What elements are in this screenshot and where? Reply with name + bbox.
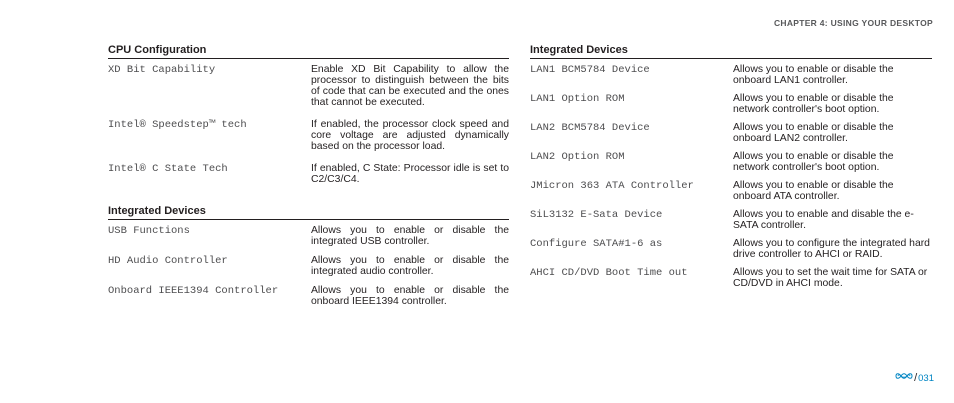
setting-row bbox=[108, 285, 509, 307]
setting-description: Allows you to set the wait time for SATA or CD/DVD in AHCI mode. bbox=[733, 267, 928, 289]
section-title: Integrated Devices bbox=[530, 44, 932, 59]
setting-row bbox=[530, 209, 932, 231]
section-cpu-configuration bbox=[108, 44, 509, 185]
setting-row bbox=[530, 64, 932, 86]
setting-row bbox=[530, 93, 932, 115]
setting-name: JMicron 363 ATA Controller bbox=[530, 180, 694, 192]
setting-name: AHCI CD/DVD Boot Time out bbox=[530, 267, 688, 279]
setting-name: Intel® Speedstep™ tech bbox=[108, 119, 247, 131]
setting-row bbox=[108, 255, 509, 277]
setting-description: Allows you to enable or disable the onboard LAN1 controller. bbox=[733, 64, 894, 86]
page-number-text: 031 bbox=[918, 373, 934, 384]
setting-description: Enable XD Bit Capability to allow the processor to distinguish between the bits of code that can be executed and the ones that cannot be executed. bbox=[311, 64, 509, 108]
right-column bbox=[530, 44, 932, 301]
setting-description: Allows you to enable or disable the onboard ATA controller. bbox=[733, 180, 894, 202]
setting-name: LAN2 BCM5784 Device bbox=[530, 122, 650, 134]
setting-name: XD Bit Capability bbox=[108, 64, 216, 76]
setting-description: Allows you to enable and disable the e-SATA controller. bbox=[733, 209, 914, 231]
section-integrated-devices bbox=[530, 44, 932, 289]
setting-row bbox=[108, 163, 509, 185]
setting-row bbox=[530, 180, 932, 202]
section-title: Integrated Devices bbox=[108, 205, 509, 220]
section-title: CPU Configuration bbox=[108, 44, 509, 59]
setting-description: Allows you to enable or disable the integrated audio controller. bbox=[311, 255, 509, 277]
setting-name: HD Audio Controller bbox=[108, 255, 228, 267]
setting-description: Allows you to enable or disable the network controller's boot option. bbox=[733, 151, 894, 173]
setting-row bbox=[530, 151, 932, 173]
setting-description: Allows you to enable or disable the onboard LAN2 controller. bbox=[733, 122, 894, 144]
setting-name: USB Functions bbox=[108, 225, 190, 237]
setting-row bbox=[108, 64, 509, 108]
setting-description: Allows you to enable or disable the onboard IEEE1394 controller. bbox=[311, 285, 509, 307]
setting-row bbox=[108, 119, 509, 152]
setting-name: SiL3132 E-Sata Device bbox=[530, 209, 663, 221]
setting-name: LAN1 Option ROM bbox=[530, 93, 625, 105]
chapter-heading: CHAPTER 4: USING YOUR DESKTOP bbox=[773, 18, 933, 28]
setting-row bbox=[530, 122, 932, 144]
settings-list bbox=[530, 64, 932, 289]
setting-row bbox=[108, 225, 509, 247]
page-slash: / bbox=[914, 372, 918, 384]
page-infinity-icon bbox=[895, 368, 913, 378]
setting-name: Intel® C State Tech bbox=[108, 163, 228, 175]
setting-name: LAN2 Option ROM bbox=[530, 151, 625, 163]
setting-row bbox=[530, 267, 932, 289]
settings-list bbox=[108, 64, 509, 185]
setting-name: Onboard IEEE1394 Controller bbox=[108, 285, 279, 297]
settings-list bbox=[108, 225, 509, 307]
page-number bbox=[895, 368, 934, 384]
setting-description: If enabled, C State: Processor idle is set to C2/C3/C4. bbox=[311, 163, 509, 185]
left-column bbox=[108, 44, 509, 319]
setting-description: Allows you to enable or disable the network controller's boot option. bbox=[733, 93, 894, 115]
setting-description: Allows you to configure the integrated hard drive controller to AHCI or RAID. bbox=[733, 238, 930, 260]
setting-name: Configure SATA#1-6 as bbox=[530, 238, 663, 250]
setting-row bbox=[530, 238, 932, 260]
section-integrated-devices bbox=[108, 205, 509, 307]
setting-description: Allows you to enable or disable the integrated USB controller. bbox=[311, 225, 509, 247]
setting-description: If enabled, the processor clock speed and core voltage are adjusted dynamically based on the processor load. bbox=[311, 119, 509, 152]
setting-name: LAN1 BCM5784 Device bbox=[530, 64, 650, 76]
